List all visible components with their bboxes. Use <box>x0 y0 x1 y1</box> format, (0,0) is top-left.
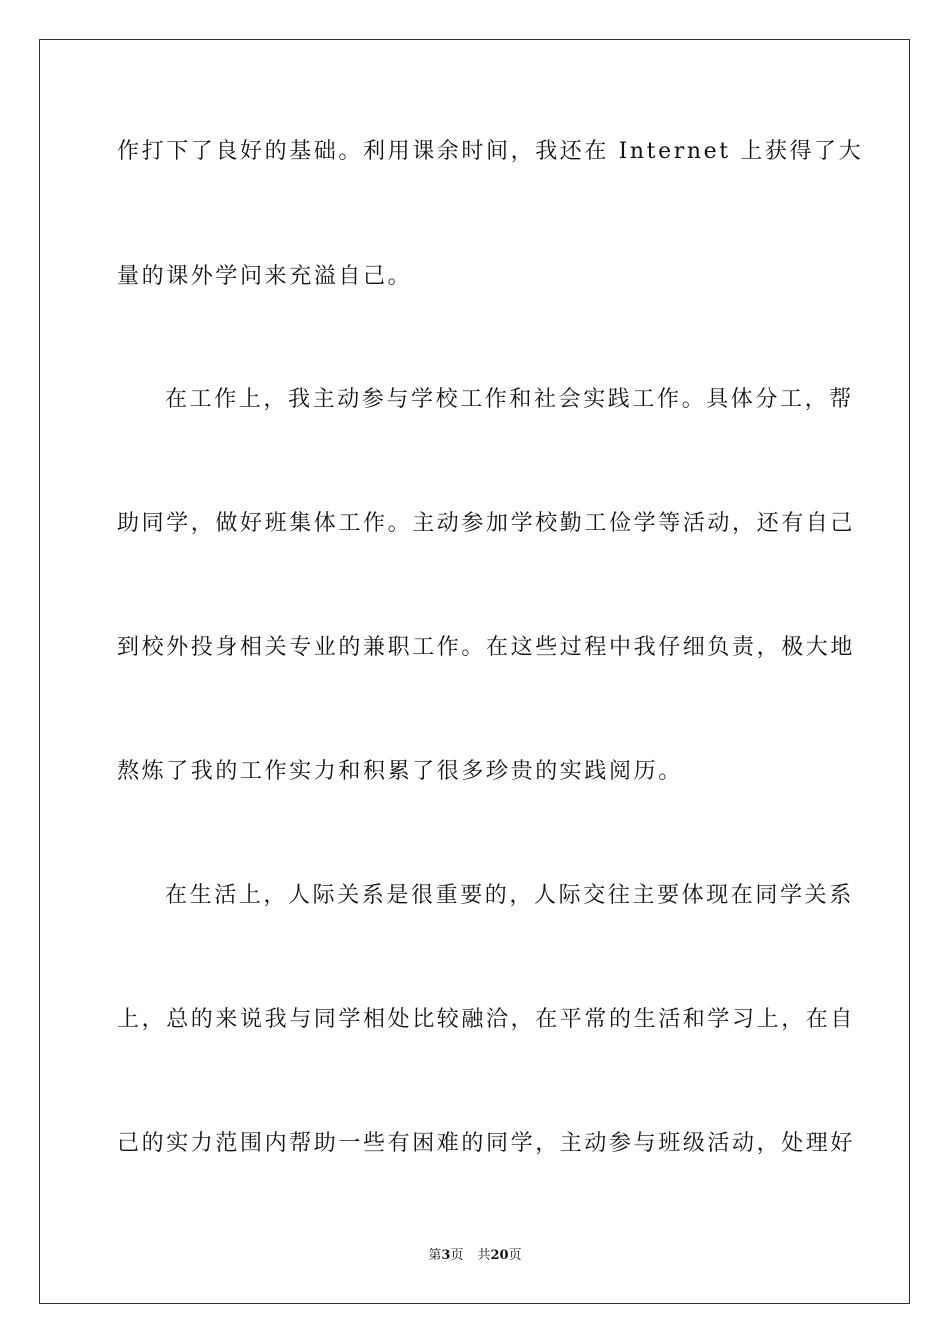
page-footer <box>0 1247 950 1265</box>
body-text-line: 熬炼了我的工作实力和积累了很多珍贵的实践阅历。 <box>117 759 683 784</box>
total-suffix: 页 <box>508 1248 522 1263</box>
body-text-line: 己的实力范围内帮助一些有困难的同学，主动参与班级活动，处理好 <box>117 1131 856 1156</box>
page-border <box>39 39 910 1304</box>
page-number: 3 <box>441 1248 451 1263</box>
body-text-line: 上，总的来说我与同学相处比较融洽，在平常的生活和学习上，在自 <box>117 1007 856 1032</box>
total-pages: 20 <box>490 1248 509 1263</box>
paragraph-first-line: 在生活上，人际关系是很重要的，人际交往主要体现在同学关系 <box>165 883 854 908</box>
total-prefix: 共 <box>477 1248 491 1263</box>
paragraph-first-line: 在工作上，我主动参与学校工作和社会实践工作。具体分工，帮 <box>165 387 854 412</box>
page-suffix: 页 <box>450 1248 464 1263</box>
page-prefix: 第 <box>428 1248 442 1263</box>
body-text-line: 量的课外学问来充溢自己。 <box>117 264 413 289</box>
body-text-line: 到校外投身相关专业的兼职工作。在这些过程中我仔细负责，极大地 <box>117 635 856 660</box>
body-text-line: 助同学，做好班集体工作。主动参加学校勤工俭学等活动，还有自己 <box>117 511 856 536</box>
body-text-line: 作打下了良好的基础。利用课余时间，我还在 Internet 上获得了大 <box>117 139 864 164</box>
